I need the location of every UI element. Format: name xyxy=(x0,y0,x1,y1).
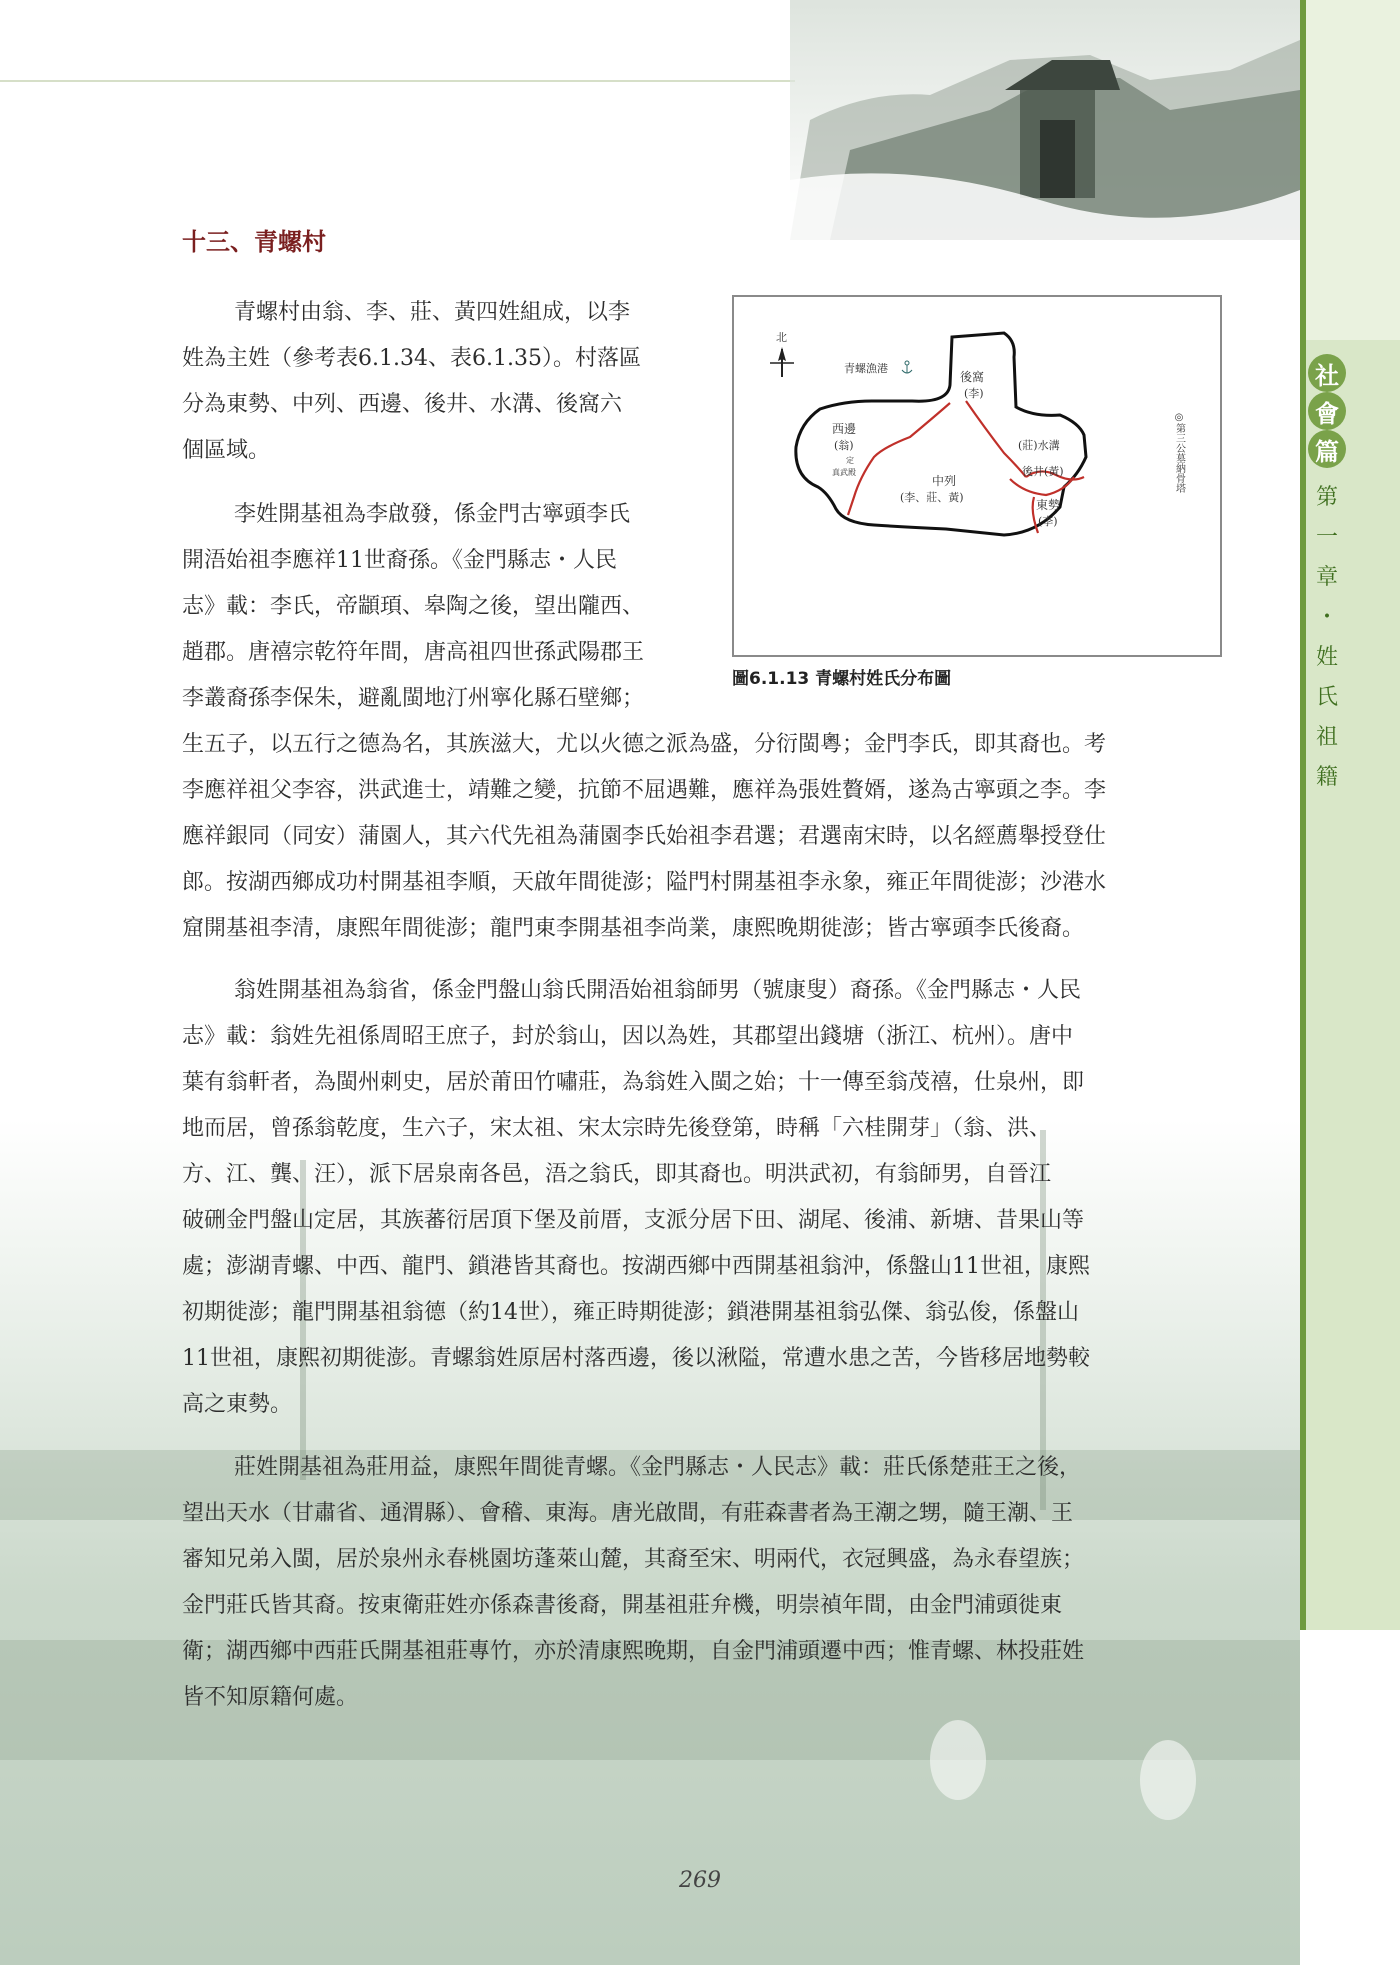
text-line: 郎。按湖西鄉成功村開基祖李順，天啟年間徙澎；隘門村開基祖李永象，雍正年間徙澎；沙港水 xyxy=(182,870,1107,895)
temple-label: 真武殿 xyxy=(832,468,856,477)
temple-mark: 定 xyxy=(846,456,854,465)
text-line: 志》載：李氏，帝顓頊、皋陶之後，望出隴西、 xyxy=(182,594,645,619)
region-label-houwo-surname: (李) xyxy=(964,387,984,400)
anchor-icon xyxy=(902,361,912,373)
chapter-char: 章 xyxy=(1315,565,1338,590)
region-label-zhonglie-surname: (李、莊、黃) xyxy=(900,491,964,504)
text-line: 皆不知原籍何處。 xyxy=(182,1685,359,1710)
text-line: 青螺村由翁、李、莊、黃四姓組成，以李 xyxy=(234,300,631,325)
text-line: 窟開基祖李清，康熙年間徙澎；龍門東李開基祖李尚業，康熙晚期徙澎；皆古寧頭李氏後裔。 xyxy=(182,916,1085,941)
text-line: 高之東勢。 xyxy=(182,1392,293,1417)
sidebar-part-char-2: 會 xyxy=(1308,392,1346,430)
compass-icon xyxy=(770,347,794,377)
text-line: 應祥銀同（同安）蒲園人，其六代先祖為蒲園李氏始祖李君選；君選南宋時，以名經薦舉授登仕 xyxy=(182,824,1107,849)
sidebar-chapter-title xyxy=(1312,478,1342,798)
chapter-char: 姓 xyxy=(1315,645,1338,670)
text-line: 生五子，以五行之德為名，其族滋大，尤以火德之派為盛，分衍閩粵；金門李氏，即其裔也。考 xyxy=(182,732,1107,757)
region-label-dongshi-surname: (李) xyxy=(1038,515,1058,528)
page-number: 269 xyxy=(679,1868,721,1893)
cemetery-label: ◎第三公墓納骨塔 xyxy=(1173,412,1185,493)
text-line: 李叢裔孫李保朱，避亂閩地汀州寧化縣石壁鄉； xyxy=(182,686,645,711)
chapter-char: 氏 xyxy=(1315,685,1338,710)
text-line: 葉有翁軒者，為閩州刺史，居於莆田竹嘯莊，為翁姓入閩之始；十一傳至翁茂禧，仕泉州，即 xyxy=(182,1070,1085,1095)
text-line: 志》載：翁姓先祖係周昭王庶子，封於翁山，因以為姓，其郡望出錢塘（浙江、杭州）。唐中 xyxy=(182,1024,1074,1049)
paragraph-weng-surname xyxy=(182,968,1222,1428)
text-line: 李應祥祖父李容，洪武進士，靖難之變，抗節不屈遇難，應祥為張姓贅婿，遂為古寧頭之李。李 xyxy=(182,778,1107,803)
region-label-xibian: 西邊 xyxy=(832,422,857,436)
text-line: 審知兄弟入閩，居於泉州永春桃園坊蓬萊山麓，其裔至宋、明兩代，衣冠興盛，為永春望族； xyxy=(182,1547,1085,1572)
text-line: 金門莊氏皆其裔。按東衛莊姓亦係森書後裔，開基祖莊弁機，明崇禎年間，由金門浦頭徙東 xyxy=(182,1593,1063,1618)
text-line: 分為東勢、中列、西邊、後井、水溝、後窩六 xyxy=(182,392,623,417)
section-title: 十三、青螺村 xyxy=(182,228,326,256)
region-label-houjing: 後井(黃) xyxy=(1022,465,1064,478)
chapter-char: 第 xyxy=(1315,485,1338,510)
chapter-char: 一 xyxy=(1315,525,1338,550)
text-line: 方、江、龔、汪），派下居泉南各邑，浯之翁氏，即其裔也。明洪武初，有翁師男，自晉江 xyxy=(182,1162,1052,1187)
paragraph-intro xyxy=(182,290,702,474)
chapter-char: 祖 xyxy=(1315,725,1338,750)
text-line: 個區域。 xyxy=(182,438,271,463)
text-line: 翁姓開基祖為翁省，係金門盤山翁氏開浯始祖翁師男（號康叟）裔孫。《金門縣志・人民 xyxy=(234,978,1082,1003)
text-line: 初期徙澎；龍門開基祖翁德（約14世），雍正時期徙澎；鎖港開基祖翁弘傑、翁弘俊，係盤山 xyxy=(182,1300,1079,1325)
region-label-dongshi: 東勢 xyxy=(1036,498,1061,512)
region-label-xibian-surname: (翁) xyxy=(834,439,854,452)
text-line: 破硎金門盤山定居，其族蕃衍居頂下堡及前厝，支派分居下田、湖尾、後浦、新塘、昔果山等 xyxy=(182,1208,1085,1233)
text-line: 地而居，曾孫翁乾度，生六子，宋太祖、宋太宗時先後登第，時稱「六桂開芽」（翁、洪、 xyxy=(182,1116,1052,1141)
building-illustration xyxy=(790,0,1300,240)
region-label-houwo: 後窩 xyxy=(960,370,985,384)
chapter-char: 籍 xyxy=(1315,765,1338,790)
text-line: 開浯始祖李應祥11世裔孫。《金門縣志・人民 xyxy=(182,548,617,573)
figure-caption: 圖6.1.13 青螺村姓氏分布圖 xyxy=(732,669,952,689)
sidebar-part-char-1: 社 xyxy=(1308,354,1346,392)
north-label: 北 xyxy=(776,331,787,344)
text-line: 衛；湖西鄉中西莊氏開基祖莊專竹，亦於清康熙晚期，自金門浦頭遷中西；惟青螺、林投莊姓 xyxy=(182,1639,1085,1664)
sidebar-accent-bar xyxy=(1300,0,1306,1630)
text-line: 姓為主姓（參考表6.1.34、表6.1.35）。村落區 xyxy=(182,346,641,371)
header-rule xyxy=(0,80,795,82)
paragraph-li-surname-intro xyxy=(182,492,702,722)
map-svg xyxy=(734,297,1220,655)
text-line: 處；澎湖青螺、中西、龍門、鎖港皆其裔也。按湖西鄉中西開基祖翁沖，係盤山11世祖，康熙 xyxy=(182,1254,1090,1279)
text-line: 趙郡。唐禧宗乾符年間，唐高祖四世孫武陽郡王 xyxy=(182,640,645,665)
sidebar-part-char-3: 篇 xyxy=(1308,430,1346,468)
sidebar-top xyxy=(1306,0,1400,340)
region-label-zhonglie: 中列 xyxy=(932,474,957,488)
text-line: 莊姓開基祖為莊用益，康熙年間徙青螺。《金門縣志・人民志》載：莊氏係楚莊王之後， xyxy=(234,1455,1082,1480)
paragraph-li-surname xyxy=(182,722,1222,952)
chapter-char: ・ xyxy=(1315,605,1338,630)
surname-distribution-map xyxy=(732,295,1222,657)
region-divider xyxy=(966,401,1026,477)
text-line: 11世祖，康熙初期徙澎。青螺翁姓原居村落西邊，後以湫隘，常遭水患之苦，今皆移居地勢較 xyxy=(182,1346,1090,1371)
harbor-label: 青螺漁港 xyxy=(844,362,888,375)
text-line: 望出天水（甘肅省、通渭縣）、會稽、東海。唐光啟間，有莊森書者為王潮之甥，隨王潮、王 xyxy=(182,1501,1074,1526)
paragraph-zhuang-surname xyxy=(182,1445,1222,1721)
region-label-shuigou: (莊)水溝 xyxy=(1018,439,1060,452)
text-line: 李姓開基祖為李啟發，係金門古寧頭李氏 xyxy=(234,502,631,527)
